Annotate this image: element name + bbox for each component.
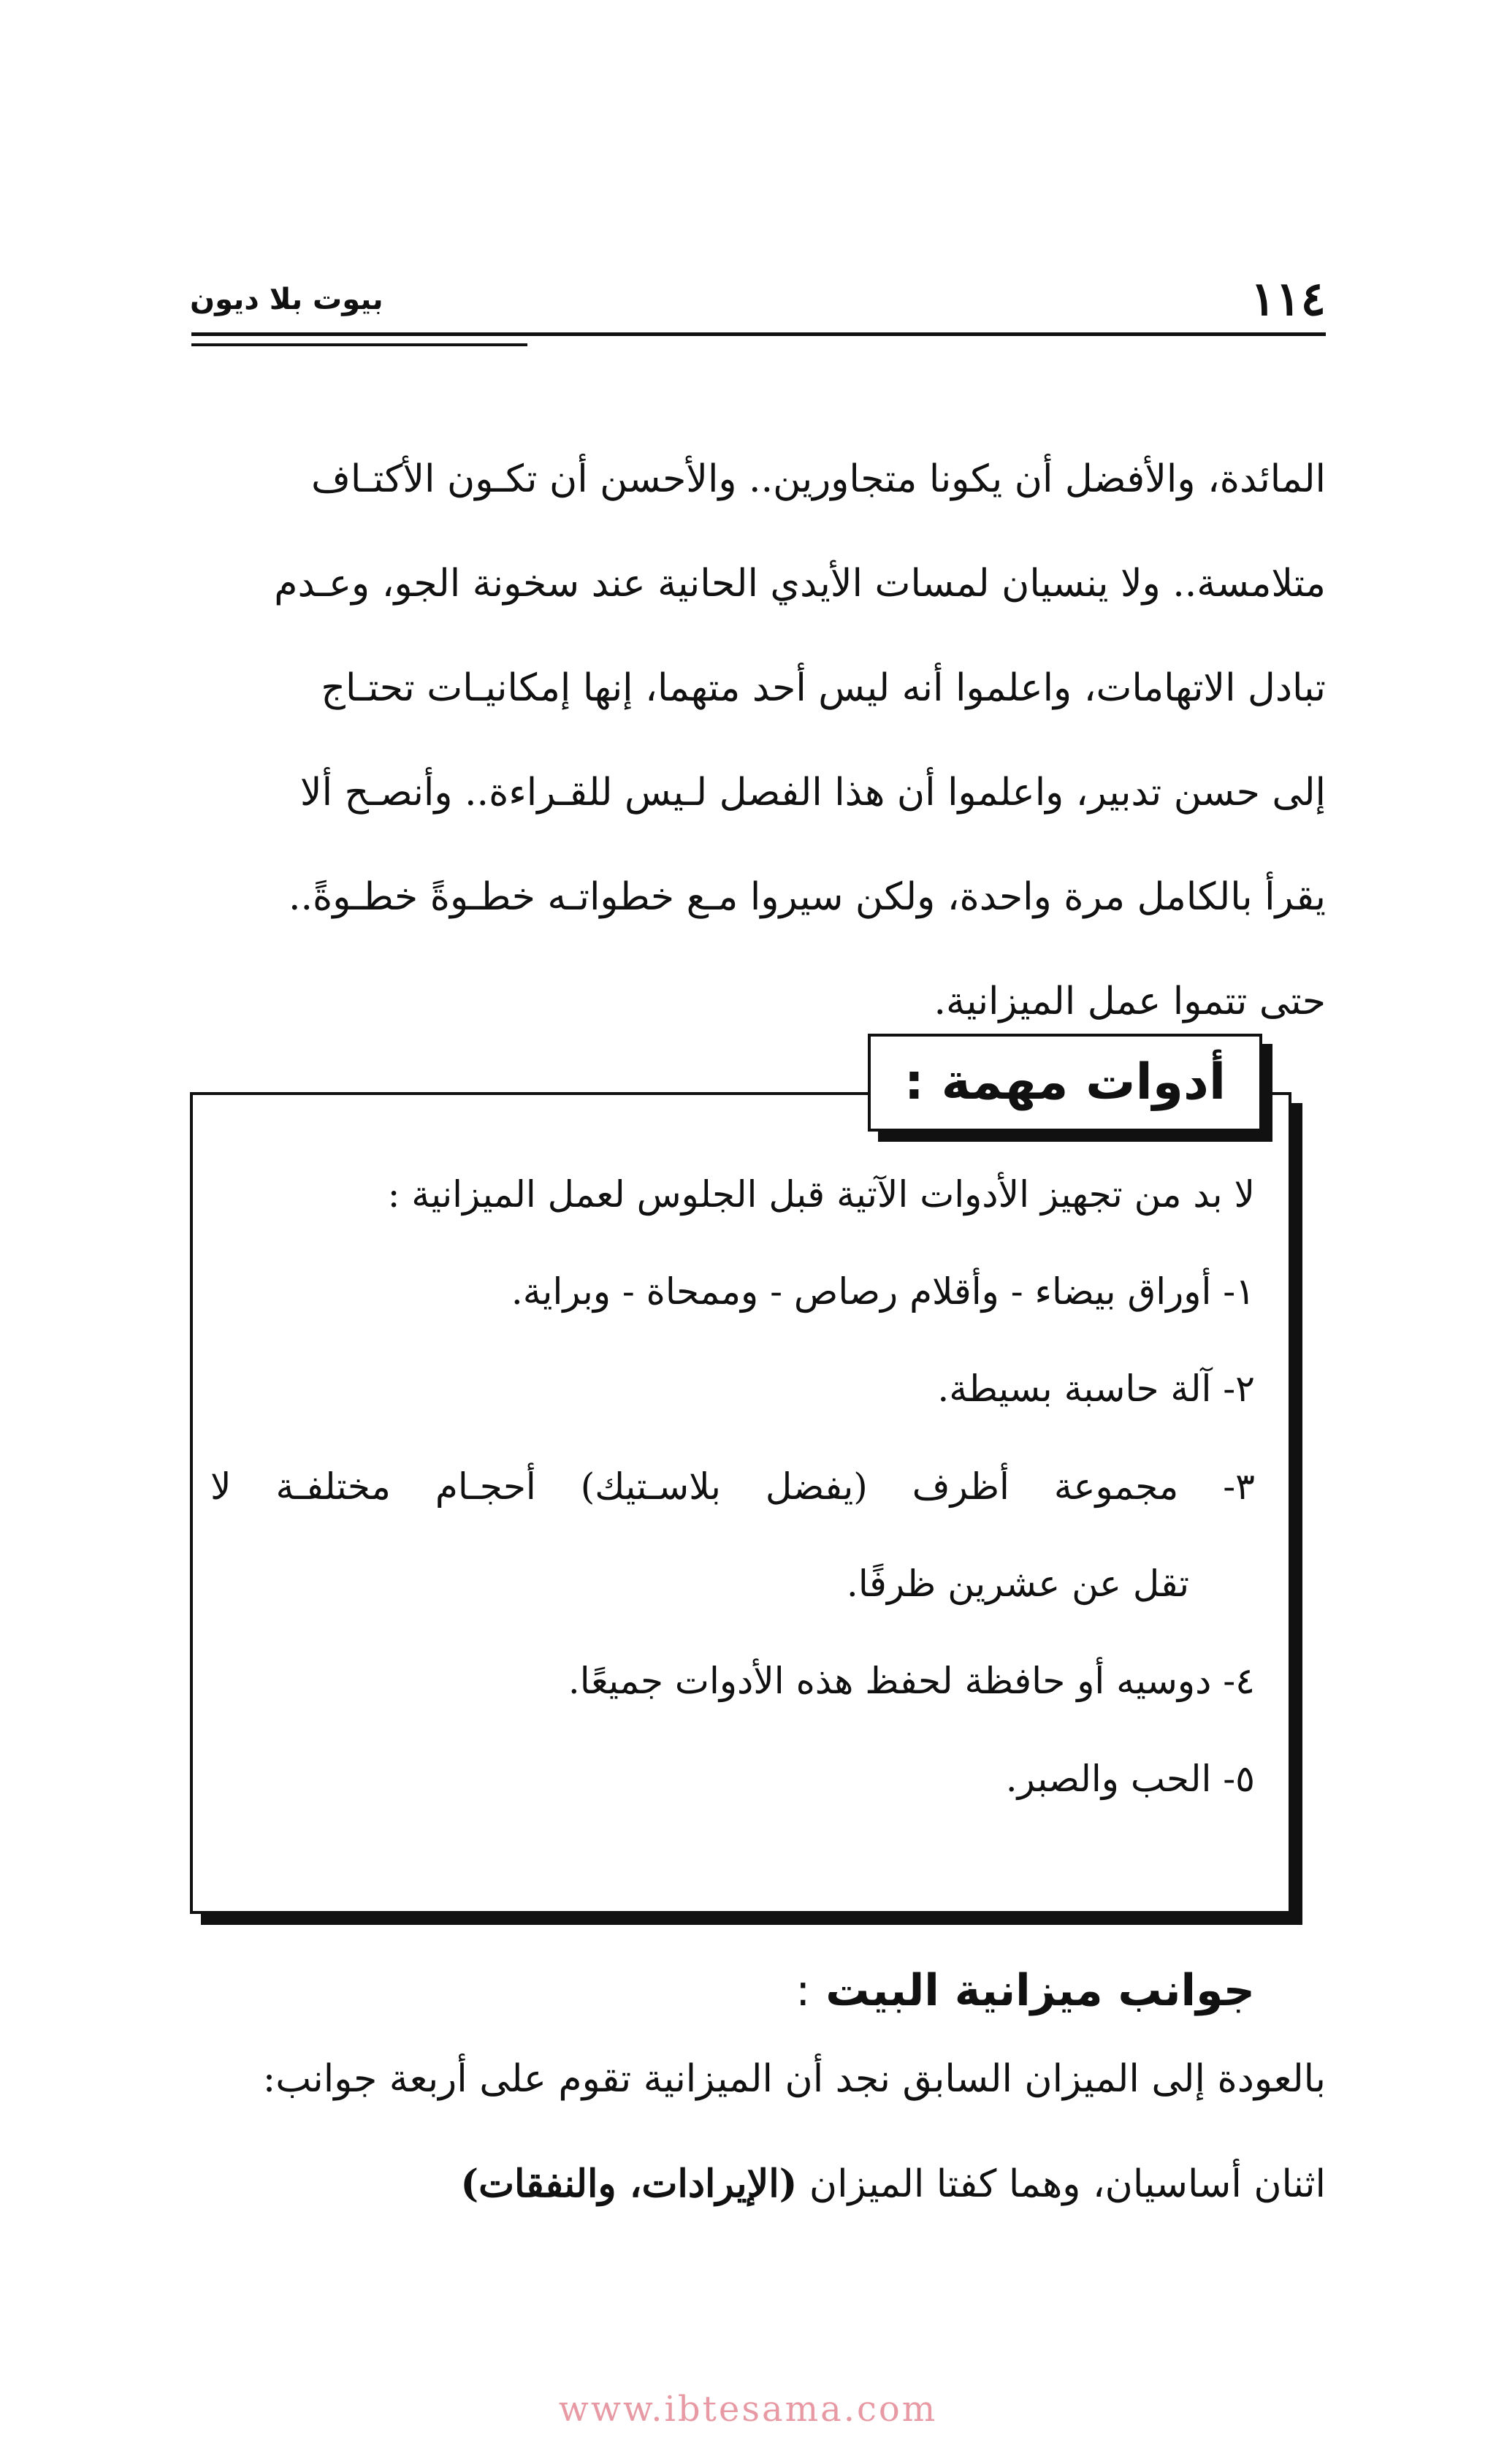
paragraph-line: حتى تتموا عمل الميزانية. [934, 980, 1326, 1023]
section-paragraph [194, 2027, 1326, 2237]
tools-item: ٢- آلة حاسبة بسيطة. [937, 1368, 1255, 1410]
header-rule [191, 332, 1326, 336]
tools-box-title-frame [868, 1034, 1277, 1143]
tools-item: ١- أوراق بيضاء - وأقلام رصاص - وممحاة - وبراية. [511, 1270, 1255, 1313]
paragraph-line [194, 2132, 1326, 2237]
running-header [190, 270, 1326, 329]
paragraph-line: يقرأ بالكامل مرة واحدة، ولكن سيروا مـع خطواتـه خطـوةً خطـوةً.. [288, 875, 1326, 919]
tools-box-title: أدوات مهمة : [868, 1034, 1262, 1132]
paragraph-line: إلى حسن تدبير، واعلموا أن هذا الفصل لـيس للقـراءة.. وأنصـح ألا [299, 771, 1326, 815]
paragraph-line: المائدة، والأفضل أن يكونا متجاورين.. والأحسن أن تكـون الأكتـاف [310, 457, 1326, 501]
paragraph-line: بالعودة إلى الميزان السابق نجد أن الميزانية تقوم على أربعة جوانب: [262, 2057, 1326, 2101]
page-number: ١١٤ [1250, 272, 1326, 327]
section-heading-colon: : [795, 1965, 811, 2016]
section-heading [795, 1950, 1255, 2031]
section-heading-text: جوانب ميزانية البيت [825, 1965, 1255, 2016]
running-title: بيوت بلا ديون [190, 283, 383, 316]
header-rule-short [191, 343, 527, 346]
tools-item: ٥- الحب والصبر. [1005, 1758, 1255, 1800]
intro-paragraph [194, 427, 1326, 1054]
tools-item: ٤- دوسيه أو حافظة لحفظ هذه الأدوات جميعًا. [568, 1660, 1255, 1702]
tools-item: ٣- مجموعة أظرف (يفضل بلاسـتيك) أحجـام مختلفـة لا [210, 1465, 1255, 1508]
paragraph-line: متلامسة.. ولا ينسيان لمسات الأيدي الحانية عند سخونة الجو، وعـدم [274, 562, 1326, 606]
tools-item-continuation: تقل عن عشرين ظرفًا. [846, 1563, 1189, 1605]
footer-url: www.ibtesama.com [558, 2389, 938, 2430]
tools-intro: لا بد من تجهيز الأدوات الآتية قبل الجلوس لعمل الميزانية : [387, 1173, 1255, 1216]
paragraph-text: اثنان أساسيان، وهما كفتا الميزان [809, 2162, 1326, 2206]
paragraph-line: تبادل الاتهامات، واعلموا أنه ليس أحد متهما، إنها إمكانيـات تحتـاج [321, 666, 1326, 710]
paragraph-bold-text: (الإيرادات، والنفقات) [460, 2162, 798, 2206]
